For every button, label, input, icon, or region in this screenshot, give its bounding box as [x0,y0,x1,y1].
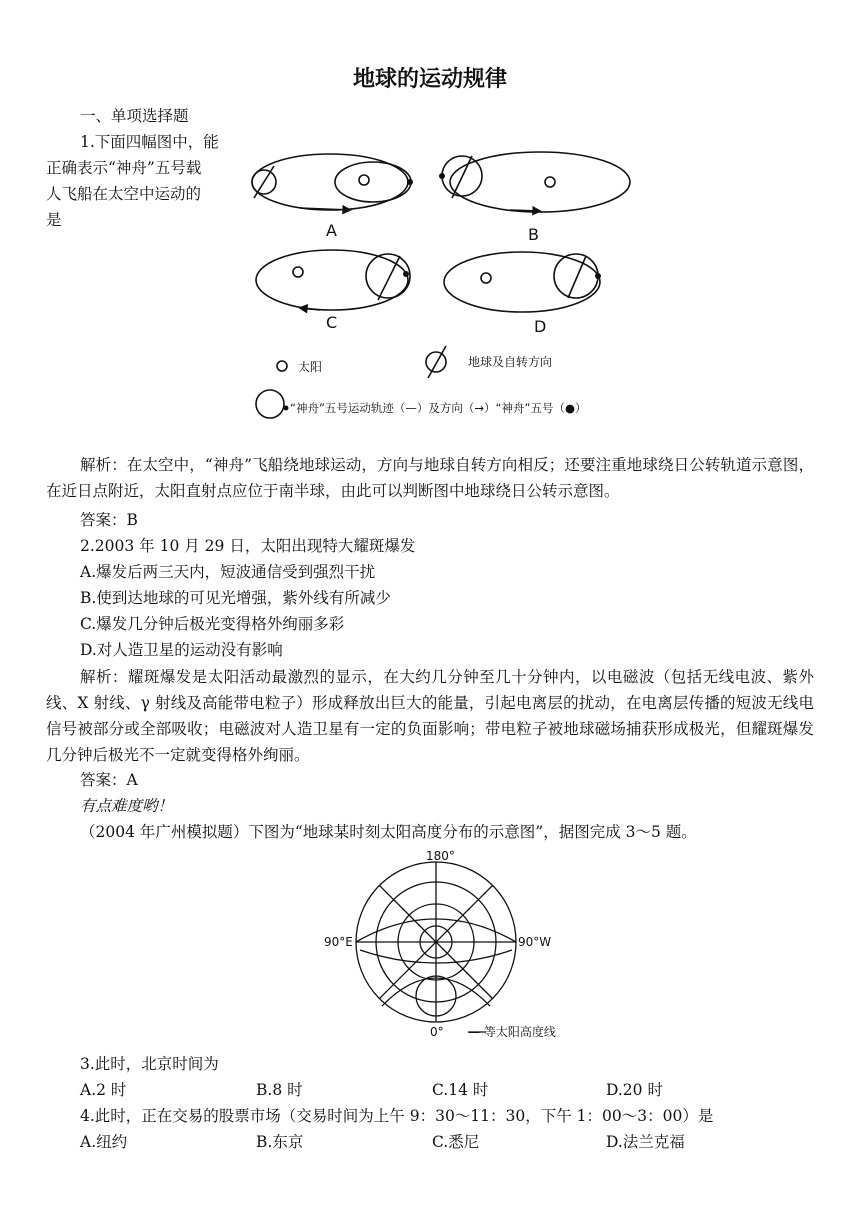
page-title: 地球的运动规律 [352,67,507,92]
q4-stem: 4.此时，正在交易的股票市场（交易时间为上午 9：30～11：30，下午 1：00～3：00）是 [80,1107,714,1125]
q2-option-b: B.使到达地球的可见光增强，紫外线有所减少 [80,589,391,607]
q1-stem-line-2: 正确表示“神舟”五号载 [46,159,202,177]
label-d: D [534,317,547,336]
q3-option-c: C.14 时 [432,1081,489,1099]
legend-earth: 地球及自转方向 [468,355,553,369]
fig2-left-label: 90°E [324,935,353,949]
diagram-c [256,250,410,310]
label-a: A [326,221,337,240]
q2-option-c: C.爆发几分钟后极光变得格外绚丽多彩 [80,615,345,633]
q4-option-b: B.东京 [256,1133,304,1151]
q2-option-d: D.对人造卫星的运动没有影响 [80,641,283,659]
fig2-top-label: 180° [426,849,455,863]
q1-stem-line-3: 人飞船在太空中运动的 [46,185,202,203]
solar-altitude-figure [300,846,600,1046]
q4-option-c: C.悉尼 [432,1133,480,1151]
section-heading: 一、单项选择题 [80,107,189,125]
group-intro: （2004 年广州模拟题）下图为“地球某时刻太阳高度分布的示意图”，据图完成 3～5 题。 [80,823,697,841]
q4-option-d: D.法兰克福 [606,1133,685,1151]
q1-stem-line-1: 1.下面四幅图中，能 [80,133,219,151]
orbit-figure [240,140,660,440]
q2-option-a: A.爆发后两三天内，短波通信受到强烈干扰 [80,563,376,581]
label-b: B [528,225,539,244]
q2-stem: 2.2003 年 10 月 29 日，太阳出现特大耀斑爆发 [80,537,416,555]
q2-answer: 答案：A [80,771,138,789]
q3-option-a: A.2 时 [80,1081,127,1099]
q3-stem: 3.此时，北京时间为 [80,1055,219,1073]
legend-track: “神舟”五号运动轨迹（—）及方向（→）“神舟”五号（●） [290,401,587,415]
legend-sun: 太阳 [298,360,323,374]
fig2-bottom-label: 0° [430,1025,444,1039]
q1-stem-line-4: 是 [46,211,62,229]
label-c: C [326,313,338,332]
q4-option-a: A.纽约 [80,1133,128,1151]
q1-answer: 答案：B [80,511,138,529]
diagram-d [444,252,600,312]
difficulty-hint: 有点难度哟！ [80,797,174,815]
q2-analysis: 解析：耀斑爆发是太阳活动最激烈的显示，在大约几分钟至几十分钟内，以电磁波（包括无线电波、紫外线、X 射线、γ 射线及高能带电粒子）形成释放出巨大的能量，引起电离层的扰动，在电离层传播的短波无线电信号被部分或全部吸收；电磁波对人造卫星有一定的负面影响；带电粒子被地球磁场捕获形成极光，但耀斑爆发几分钟后极光不一定就变得格外绚丽。 [46,668,814,764]
diagram-b [442,152,630,212]
q3-option-d: D.20 时 [606,1081,663,1099]
fig2-legend: — 等太阳高度线 [468,1025,556,1039]
q1-analysis: 解析：在太空中，“神舟”飞船绕地球运动，方向与地球自转方向相反；还要注重地球绕日公转轨道示意图，在近日点附近，太阳直射点应位于南半球，由此可以判断图中地球绕日公转示意图。 [46,456,814,500]
diagram-a [252,154,411,210]
q3-option-b: B.8 时 [256,1081,303,1099]
fig2-right-label: 90°W [518,935,552,949]
